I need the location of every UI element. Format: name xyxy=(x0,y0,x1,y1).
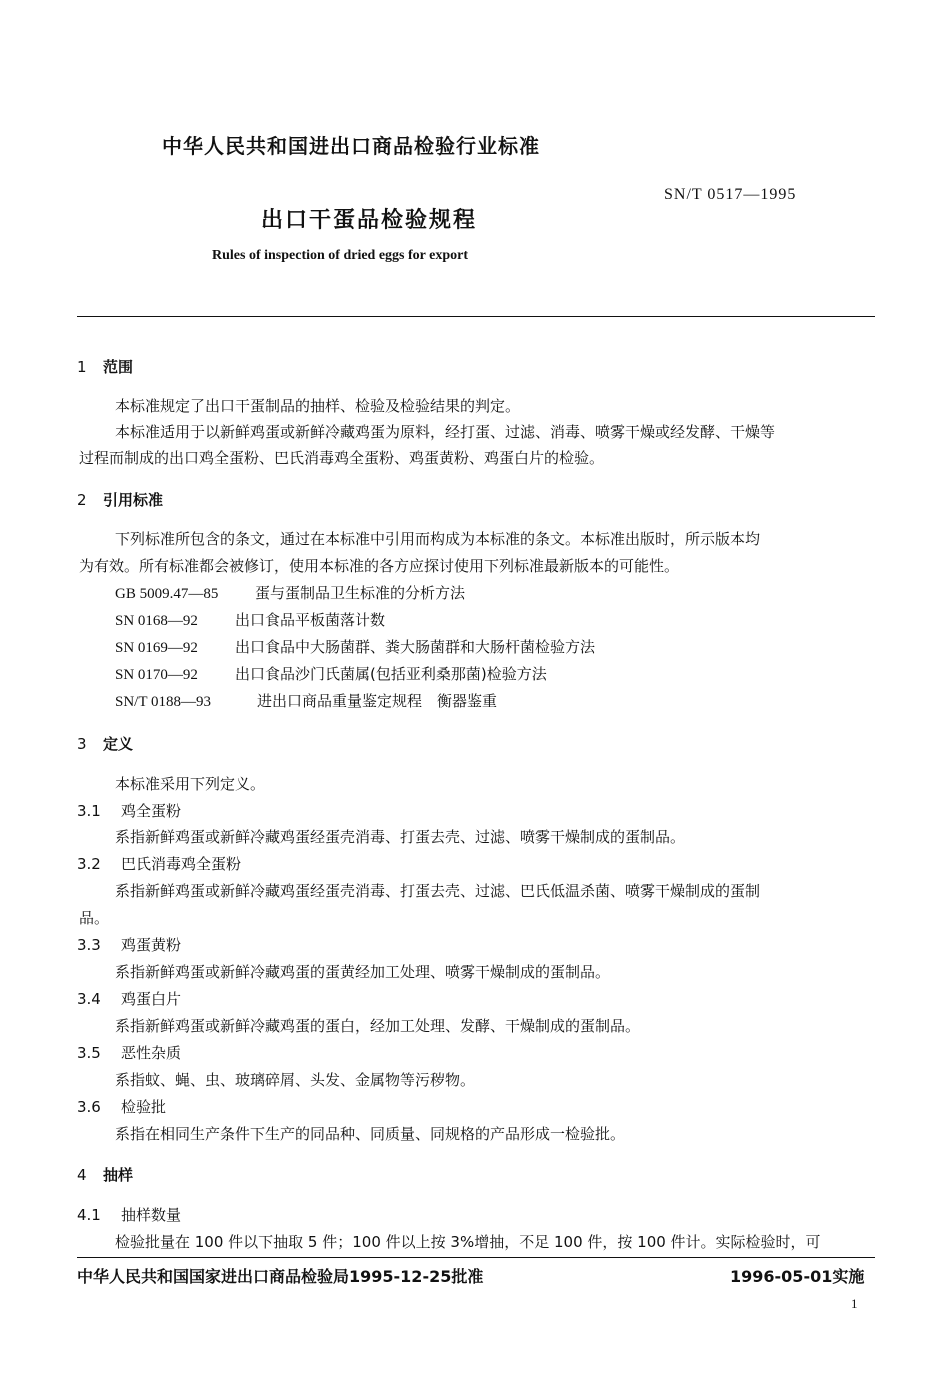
definition-number: 3.5 xyxy=(77,1044,101,1062)
definition-number: 3.1 xyxy=(77,802,101,820)
reference-name: 出口食品中大肠菌群、粪大肠菌群和大肠杆菌检验方法 xyxy=(235,638,596,656)
definition-term: 检验批 xyxy=(121,1098,167,1116)
section-number: 4 xyxy=(77,1166,87,1184)
definition-text-continuation: 品。 xyxy=(79,909,110,927)
reference-code: SN 0169—92 xyxy=(115,640,198,656)
reference-code: SN/T 0188—93 xyxy=(115,694,211,710)
reference-name: 进出口商品重量鉴定规程 衡器鉴重 xyxy=(257,692,498,710)
definition-text: 系指蚊、蝇、虫、玻璃碎屑、头发、金属物等污秽物。 xyxy=(115,1071,476,1089)
issuing-organization: 中华人民共和国进出口商品检验行业标准 xyxy=(162,134,540,158)
title-english: Rules of inspection of dried eggs for export xyxy=(212,248,468,263)
section-number: 2 xyxy=(77,491,87,509)
section-4-heading xyxy=(77,1164,133,1185)
section-1-heading xyxy=(77,356,133,377)
reference-code: SN 0168—92 xyxy=(115,613,198,629)
section-title: 范围 xyxy=(103,358,134,376)
reference-item xyxy=(115,609,385,630)
definition-heading xyxy=(77,800,181,821)
definition-number: 3.6 xyxy=(77,1098,101,1116)
definition-term: 恶性杂质 xyxy=(121,1044,182,1062)
paragraph: 下列标准所包含的条文，通过在本标准中引用而构成为本标准的条文。本标准出版时，所示版本均 xyxy=(115,530,761,548)
section-title: 定义 xyxy=(103,735,134,753)
section-number: 1 xyxy=(77,358,87,376)
definition-heading xyxy=(77,934,181,955)
section-number: 3 xyxy=(77,735,87,753)
definition-number: 3.2 xyxy=(77,855,101,873)
definition-term: 巴氏消毒鸡全蛋粉 xyxy=(121,855,242,873)
definition-term: 鸡全蛋粉 xyxy=(121,802,182,820)
reference-name: 出口食品平板菌落计数 xyxy=(235,611,386,629)
reference-item xyxy=(115,636,595,657)
reference-code: GB 5009.47—85 xyxy=(115,586,219,602)
paragraph: 本标准采用下列定义。 xyxy=(115,775,266,793)
subsection-heading xyxy=(77,1204,181,1225)
section-title: 引用标准 xyxy=(103,491,164,509)
reference-item xyxy=(115,690,497,711)
definition-text: 系指新鲜鸡蛋或新鲜冷藏鸡蛋的蛋白，经加工处理、发酵、干燥制成的蛋制品。 xyxy=(115,1017,641,1035)
effective-date: 1996-05-01实施 xyxy=(730,1267,865,1286)
page-number: 1 xyxy=(851,1296,858,1311)
section-3-heading xyxy=(77,733,133,754)
definition-number: 3.3 xyxy=(77,936,101,954)
standard-number: SN/T 0517—1995 xyxy=(664,186,797,203)
definition-heading xyxy=(77,853,241,874)
definition-term: 鸡蛋黄粉 xyxy=(121,936,182,954)
reference-name: 出口食品沙门氏菌属(包括亚利桑那菌)检验方法 xyxy=(235,665,547,683)
paragraph: 本标准规定了出口干蛋制品的抽样、检验及检验结果的判定。 xyxy=(115,397,521,415)
reference-item xyxy=(115,663,547,684)
definition-heading xyxy=(77,1096,166,1117)
subsection-number: 4.1 xyxy=(77,1206,101,1224)
definition-text: 系指在相同生产条件下生产的同品种、同质量、同规格的产品形成一检验批。 xyxy=(115,1125,626,1143)
paragraph: 检验批量在 100 件以下抽取 5 件；100 件以上按 3%增抽，不足 100 件，按 100 件计。实际检验时，可 xyxy=(115,1233,821,1251)
definition-text: 系指新鲜鸡蛋或新鲜冷藏鸡蛋经蛋壳消毒、打蛋去壳、过滤、巴氏低温杀菌、喷雾干燥制成的蛋制 xyxy=(115,882,761,900)
paragraph-continuation: 过程而制成的出口鸡全蛋粉、巴氏消毒鸡全蛋粉、鸡蛋黄粉、鸡蛋白片的检验。 xyxy=(79,449,605,467)
header-divider xyxy=(77,316,875,317)
definition-term: 鸡蛋白片 xyxy=(121,990,182,1008)
reference-code: SN 0170—92 xyxy=(115,667,198,683)
approval-line: 中华人民共和国国家进出口商品检验局1995-12-25批准 xyxy=(77,1267,484,1286)
definition-text: 系指新鲜鸡蛋或新鲜冷藏鸡蛋经蛋壳消毒、打蛋去壳、过滤、喷雾干燥制成的蛋制品。 xyxy=(115,828,686,846)
paragraph: 本标准适用于以新鲜鸡蛋或新鲜冷藏鸡蛋为原料，经打蛋、过滤、消毒、喷雾干燥或经发酵、干燥等 xyxy=(115,423,776,441)
reference-name: 蛋与蛋制品卫生标准的分析方法 xyxy=(255,584,466,602)
section-title: 抽样 xyxy=(103,1166,134,1184)
title-chinese: 出口干蛋品检验规程 xyxy=(261,208,478,233)
reference-item xyxy=(115,582,465,603)
footer-divider xyxy=(77,1257,875,1258)
subsection-term: 抽样数量 xyxy=(121,1206,182,1224)
definition-heading xyxy=(77,1042,181,1063)
definition-number: 3.4 xyxy=(77,990,101,1008)
paragraph-continuation: 为有效。所有标准都会被修订，使用本标准的各方应探讨使用下列标准最新版本的可能性。 xyxy=(79,557,680,575)
definition-text: 系指新鲜鸡蛋或新鲜冷藏鸡蛋的蛋黄经加工处理、喷雾干燥制成的蛋制品。 xyxy=(115,963,611,981)
definition-heading xyxy=(77,988,181,1009)
section-2-heading xyxy=(77,489,163,510)
